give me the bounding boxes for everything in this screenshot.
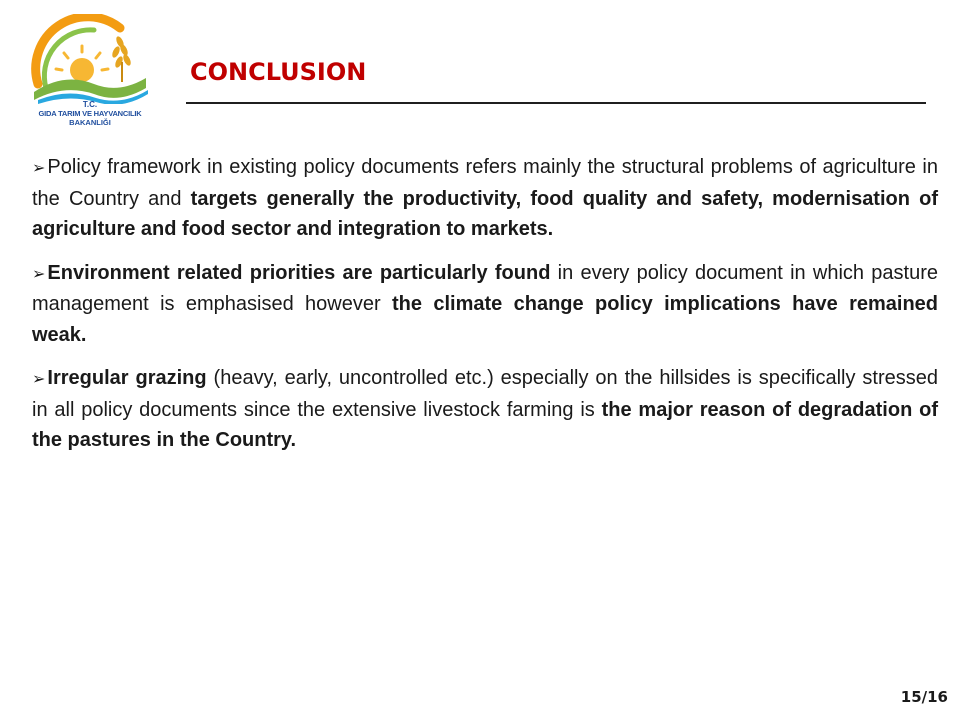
para1-bold-text: targets generally the productivity, food quality and safety, modernisation of agriculture and food sector and integration to markets. xyxy=(32,187,938,240)
page-number: 15/16 xyxy=(900,688,948,706)
arrow-bullet-icon: ➢ xyxy=(32,369,46,388)
ministry-emblem-icon xyxy=(24,14,156,104)
para2-bold-lead: Environment related priorities are particularly found xyxy=(47,261,551,284)
bullet-paragraph-2 xyxy=(32,258,938,351)
para3-bold-tail: the major reason of degradation of the pastures in the Country. xyxy=(32,398,938,451)
ministry-logo xyxy=(24,14,156,134)
slide-title: CONCLUSION xyxy=(190,58,367,86)
logo-ministry-suffix: BAKANLIĞI xyxy=(69,118,111,127)
para2-bold-tail: the climate change policy implications have remained weak. xyxy=(32,293,938,346)
bullet-paragraph-1 xyxy=(32,152,938,245)
para3-bold-lead: Irregular grazing xyxy=(47,367,207,389)
arrow-bullet-icon: ➢ xyxy=(32,158,46,177)
title-underline xyxy=(186,102,926,104)
logo-ministry-name: GIDA TARIM VE HAYVANCILIK xyxy=(38,109,142,118)
wheat-icon xyxy=(111,35,133,82)
bullet-list xyxy=(32,152,938,469)
para2-text: in every policy document in which pasture management is emphasised however xyxy=(32,261,938,315)
bullet-paragraph-3 xyxy=(32,363,938,456)
para3-text: (heavy, early, uncontrolled etc.) especially on the hillsides is specifically stressed in all policy documents since the extensive livestock farming is xyxy=(32,367,939,421)
logo-tc-text: T.C. xyxy=(82,100,98,109)
sun-icon xyxy=(70,58,94,82)
para1-text: Policy framework in existing policy documents refers mainly the structural problems of agriculture in the Country and xyxy=(32,156,938,210)
arrow-bullet-icon: ➢ xyxy=(32,263,46,283)
